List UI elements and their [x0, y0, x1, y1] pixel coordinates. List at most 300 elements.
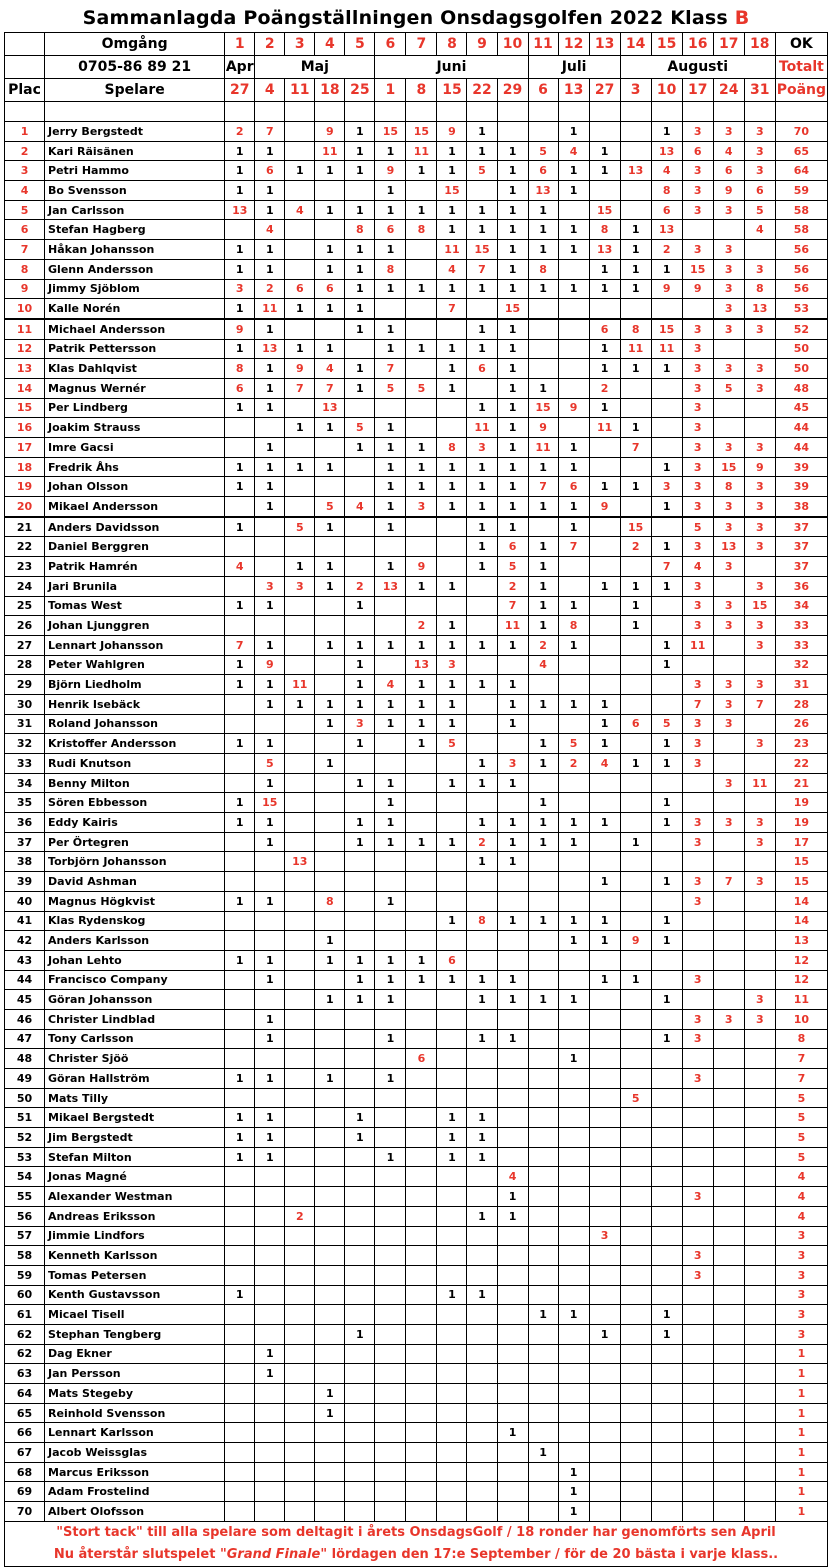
- score-cell: [345, 1167, 375, 1187]
- player-name: Alexander Westman: [45, 1187, 225, 1207]
- score-cell: 3: [744, 872, 775, 892]
- score-cell: [375, 872, 406, 892]
- score-cell: [713, 1364, 744, 1384]
- score-cell: 1: [467, 557, 497, 577]
- table-row: [5, 1088, 828, 1108]
- player-place: 36: [5, 813, 45, 833]
- score-cell: [620, 793, 651, 813]
- player-total: 39: [775, 457, 827, 477]
- player-total: 33: [775, 635, 827, 655]
- score-cell: 1: [255, 813, 285, 833]
- player-name: Jari Brunila: [45, 576, 225, 596]
- score-cell: [225, 1305, 255, 1325]
- player-total: 5: [775, 1088, 827, 1108]
- score-cell: [682, 1462, 713, 1482]
- score-cell: 1: [467, 200, 497, 220]
- player-name: Stefan Hagberg: [45, 220, 225, 240]
- score-cell: [437, 1344, 467, 1364]
- score-cell: [467, 299, 497, 319]
- score-cell: [406, 1029, 437, 1049]
- score-cell: 5: [255, 754, 285, 774]
- player-place: 23: [5, 557, 45, 577]
- score-cell: [744, 1088, 775, 1108]
- score-cell: [406, 1344, 437, 1364]
- score-cell: [375, 1088, 406, 1108]
- score-cell: [589, 1462, 620, 1482]
- score-cell: [225, 852, 255, 872]
- score-cell: 1: [497, 220, 528, 240]
- score-cell: 1: [497, 773, 528, 793]
- score-cell: [558, 339, 589, 359]
- month-label: Juli: [528, 56, 620, 79]
- score-cell: 1: [558, 931, 589, 951]
- score-cell: [285, 1009, 315, 1029]
- score-cell: 1: [345, 438, 375, 458]
- score-cell: [713, 635, 744, 655]
- score-cell: [528, 1384, 558, 1404]
- score-cell: [497, 872, 528, 892]
- score-cell: 1: [345, 832, 375, 852]
- round-number: 5: [345, 33, 375, 56]
- player-place: 24: [5, 576, 45, 596]
- score-cell: 1: [620, 279, 651, 299]
- score-cell: [285, 1167, 315, 1187]
- spacer-cell: [5, 102, 45, 122]
- score-cell: [225, 1265, 255, 1285]
- score-cell: [528, 339, 558, 359]
- score-cell: 1: [437, 911, 467, 931]
- player-name: Micael Tisell: [45, 1305, 225, 1325]
- table-row: [5, 319, 828, 339]
- score-cell: 5: [497, 557, 528, 577]
- score-cell: [528, 1344, 558, 1364]
- score-cell: [528, 950, 558, 970]
- score-cell: 3: [713, 240, 744, 260]
- table-row: [5, 418, 828, 438]
- player-total: 3: [775, 1324, 827, 1344]
- round-date: 3: [620, 79, 651, 102]
- score-cell: [528, 1265, 558, 1285]
- score-cell: 1: [255, 734, 285, 754]
- score-cell: [437, 517, 467, 537]
- score-cell: 1: [437, 635, 467, 655]
- score-cell: 1: [255, 891, 285, 911]
- score-cell: [558, 1206, 589, 1226]
- score-cell: 1: [528, 497, 558, 517]
- score-cell: 1: [558, 694, 589, 714]
- score-cell: 1: [497, 279, 528, 299]
- score-cell: 1: [255, 378, 285, 398]
- player-name: Jimmie Lindfors: [45, 1226, 225, 1246]
- score-cell: 1: [225, 398, 255, 418]
- score-cell: [225, 418, 255, 438]
- score-cell: [345, 1206, 375, 1226]
- score-cell: [375, 1482, 406, 1502]
- score-cell: 1: [375, 635, 406, 655]
- score-cell: 1: [225, 891, 255, 911]
- score-cell: [589, 950, 620, 970]
- score-cell: [589, 793, 620, 813]
- standings-sheet: [4, 4, 828, 1567]
- score-cell: 1: [467, 970, 497, 990]
- score-cell: [528, 970, 558, 990]
- score-cell: [225, 694, 255, 714]
- score-cell: 11: [406, 141, 437, 161]
- score-cell: 1: [497, 339, 528, 359]
- header-poang: Poäng: [775, 79, 827, 102]
- score-cell: [651, 1088, 682, 1108]
- score-cell: 1: [497, 832, 528, 852]
- score-cell: 1: [467, 1029, 497, 1049]
- score-cell: [558, 200, 589, 220]
- score-cell: [315, 1265, 345, 1285]
- score-cell: [285, 1403, 315, 1423]
- score-cell: 3: [744, 319, 775, 339]
- score-cell: [406, 517, 437, 537]
- score-cell: 5: [744, 200, 775, 220]
- score-cell: [620, 497, 651, 517]
- score-cell: [558, 950, 589, 970]
- score-cell: [406, 1009, 437, 1029]
- score-cell: [620, 378, 651, 398]
- score-cell: [437, 931, 467, 951]
- player-place: 34: [5, 773, 45, 793]
- score-cell: [375, 655, 406, 675]
- score-cell: 5: [285, 517, 315, 537]
- score-cell: 1: [345, 240, 375, 260]
- score-cell: [558, 576, 589, 596]
- score-cell: [375, 1167, 406, 1187]
- player-place: 58: [5, 1246, 45, 1266]
- score-cell: [713, 1423, 744, 1443]
- score-cell: 1: [375, 832, 406, 852]
- score-cell: 13: [285, 852, 315, 872]
- score-cell: 1: [467, 122, 497, 142]
- score-cell: [375, 299, 406, 319]
- score-cell: [620, 1443, 651, 1463]
- player-total: 50: [775, 339, 827, 359]
- score-cell: [467, 1069, 497, 1089]
- score-cell: [620, 1502, 651, 1522]
- score-cell: [497, 1324, 528, 1344]
- player-name: Glenn Andersson: [45, 259, 225, 279]
- score-cell: [406, 359, 437, 379]
- score-cell: [406, 1147, 437, 1167]
- score-cell: [651, 1364, 682, 1384]
- score-cell: [315, 477, 345, 497]
- player-total: 36: [775, 576, 827, 596]
- score-cell: 1: [225, 141, 255, 161]
- score-cell: 15: [713, 457, 744, 477]
- score-cell: [528, 852, 558, 872]
- score-cell: [651, 1246, 682, 1266]
- score-cell: [651, 596, 682, 616]
- score-cell: [406, 1364, 437, 1384]
- player-name: Jacob Weissglas: [45, 1443, 225, 1463]
- score-cell: [651, 675, 682, 695]
- player-place: 22: [5, 537, 45, 557]
- round-number: 18: [744, 33, 775, 56]
- score-cell: [225, 1462, 255, 1482]
- round-date: 25: [345, 79, 375, 102]
- score-cell: [467, 596, 497, 616]
- score-cell: [255, 517, 285, 537]
- score-cell: 3: [682, 161, 713, 181]
- score-cell: 3: [713, 675, 744, 695]
- player-name: Tomas Petersen: [45, 1265, 225, 1285]
- player-total: 28: [775, 694, 827, 714]
- score-cell: 3: [682, 1265, 713, 1285]
- spacer-cell: [775, 102, 827, 122]
- score-cell: [437, 1403, 467, 1423]
- score-cell: 3: [744, 832, 775, 852]
- round-date: 29: [497, 79, 528, 102]
- score-cell: [345, 1364, 375, 1384]
- score-cell: [589, 1029, 620, 1049]
- score-cell: 1: [437, 220, 467, 240]
- score-cell: 1: [528, 378, 558, 398]
- score-cell: [589, 122, 620, 142]
- score-cell: 6: [744, 181, 775, 201]
- player-place: 53: [5, 1147, 45, 1167]
- score-cell: 1: [255, 477, 285, 497]
- player-place: 68: [5, 1462, 45, 1482]
- score-cell: 1: [225, 457, 255, 477]
- score-cell: [225, 832, 255, 852]
- score-cell: 1: [437, 1108, 467, 1128]
- score-cell: 1: [255, 1344, 285, 1364]
- score-cell: 3: [682, 576, 713, 596]
- score-cell: 6: [558, 477, 589, 497]
- score-cell: 2: [528, 635, 558, 655]
- score-cell: 4: [497, 1167, 528, 1187]
- score-cell: [528, 1049, 558, 1069]
- score-cell: [225, 1049, 255, 1069]
- score-cell: [225, 1502, 255, 1522]
- score-cell: 3: [744, 675, 775, 695]
- score-cell: 1: [620, 259, 651, 279]
- score-cell: [497, 1285, 528, 1305]
- score-cell: [651, 1226, 682, 1246]
- score-cell: [285, 1049, 315, 1069]
- score-cell: [315, 1009, 345, 1029]
- score-cell: 1: [528, 911, 558, 931]
- round-number: 4: [315, 33, 345, 56]
- score-cell: 1: [437, 378, 467, 398]
- round-number: 11: [528, 33, 558, 56]
- score-cell: [528, 319, 558, 339]
- score-cell: [651, 1187, 682, 1207]
- score-cell: [285, 1482, 315, 1502]
- score-cell: [467, 793, 497, 813]
- score-cell: [285, 773, 315, 793]
- score-cell: 1: [620, 970, 651, 990]
- score-cell: 1: [375, 1029, 406, 1049]
- score-cell: 1: [467, 497, 497, 517]
- score-cell: [285, 714, 315, 734]
- score-cell: 1: [315, 457, 345, 477]
- score-cell: 1: [558, 1482, 589, 1502]
- score-cell: 1: [467, 813, 497, 833]
- score-cell: 7: [528, 477, 558, 497]
- score-cell: 3: [682, 378, 713, 398]
- score-cell: 1: [375, 200, 406, 220]
- score-cell: 1: [225, 1108, 255, 1128]
- spacer-cell: [589, 102, 620, 122]
- table-row: [5, 1324, 828, 1344]
- score-cell: [406, 1167, 437, 1187]
- player-place: 19: [5, 477, 45, 497]
- score-cell: 1: [558, 457, 589, 477]
- score-cell: [345, 1305, 375, 1325]
- score-cell: [744, 1246, 775, 1266]
- player-total: 3: [775, 1265, 827, 1285]
- score-cell: [682, 1384, 713, 1404]
- score-cell: [682, 793, 713, 813]
- score-cell: [315, 655, 345, 675]
- player-place: 37: [5, 832, 45, 852]
- score-cell: 8: [620, 319, 651, 339]
- score-cell: 1: [406, 161, 437, 181]
- score-cell: 1: [620, 754, 651, 774]
- score-cell: 3: [682, 891, 713, 911]
- score-cell: 1: [620, 832, 651, 852]
- score-cell: 1: [225, 339, 255, 359]
- score-cell: [375, 1226, 406, 1246]
- player-total: 1: [775, 1364, 827, 1384]
- score-cell: 1: [589, 279, 620, 299]
- score-cell: 13: [225, 200, 255, 220]
- score-cell: 1: [406, 950, 437, 970]
- score-cell: 15: [682, 259, 713, 279]
- table-row: [5, 161, 828, 181]
- score-cell: [467, 1167, 497, 1187]
- score-cell: 1: [225, 299, 255, 319]
- score-cell: 15: [255, 793, 285, 813]
- player-name: Reinhold Svensson: [45, 1403, 225, 1423]
- score-cell: [558, 1147, 589, 1167]
- score-cell: [285, 832, 315, 852]
- score-cell: [651, 1206, 682, 1226]
- score-cell: 9: [589, 497, 620, 517]
- score-cell: [375, 754, 406, 774]
- score-cell: [713, 1029, 744, 1049]
- table-row: [5, 1069, 828, 1089]
- score-cell: [558, 1423, 589, 1443]
- score-cell: 1: [375, 438, 406, 458]
- score-cell: [406, 1502, 437, 1522]
- table-row: [5, 1009, 828, 1029]
- score-cell: 1: [437, 714, 467, 734]
- score-cell: [315, 1167, 345, 1187]
- score-cell: [437, 872, 467, 892]
- score-cell: [255, 1324, 285, 1344]
- score-cell: [437, 1206, 467, 1226]
- round-date: 27: [589, 79, 620, 102]
- table-row: [5, 259, 828, 279]
- score-cell: 1: [255, 675, 285, 695]
- player-total: 45: [775, 398, 827, 418]
- score-cell: [528, 1285, 558, 1305]
- score-cell: 1: [315, 1069, 345, 1089]
- score-cell: 1: [225, 1285, 255, 1305]
- score-cell: 1: [528, 1443, 558, 1463]
- score-cell: [285, 319, 315, 339]
- score-cell: 1: [315, 950, 345, 970]
- score-cell: 1: [651, 1029, 682, 1049]
- score-cell: 2: [497, 576, 528, 596]
- header-spelare: Spelare: [45, 79, 225, 102]
- score-cell: [315, 1246, 345, 1266]
- score-cell: [558, 1364, 589, 1384]
- score-cell: 1: [620, 240, 651, 260]
- score-cell: [285, 537, 315, 557]
- score-cell: 3: [682, 813, 713, 833]
- score-cell: 1: [285, 299, 315, 319]
- table-row: [5, 635, 828, 655]
- score-cell: 3: [713, 714, 744, 734]
- score-cell: 1: [558, 220, 589, 240]
- score-cell: 1: [620, 576, 651, 596]
- score-cell: [225, 1167, 255, 1187]
- score-cell: [467, 1462, 497, 1482]
- header-omgang: Omgång: [45, 33, 225, 56]
- score-cell: 3: [682, 1009, 713, 1029]
- player-total: 12: [775, 950, 827, 970]
- score-cell: [620, 299, 651, 319]
- score-cell: [589, 537, 620, 557]
- player-name: Jonas Magné: [45, 1167, 225, 1187]
- score-cell: 1: [255, 1009, 285, 1029]
- round-date: 31: [744, 79, 775, 102]
- score-cell: [744, 1384, 775, 1404]
- player-total: 1: [775, 1384, 827, 1404]
- score-cell: [528, 1462, 558, 1482]
- score-cell: 1: [467, 1108, 497, 1128]
- score-cell: 9: [682, 279, 713, 299]
- score-cell: 1: [497, 1029, 528, 1049]
- score-cell: 1: [345, 122, 375, 142]
- player-place: 47: [5, 1029, 45, 1049]
- score-cell: [467, 734, 497, 754]
- score-cell: [558, 1009, 589, 1029]
- score-cell: [375, 1462, 406, 1482]
- score-cell: 3: [744, 438, 775, 458]
- round-number: 14: [620, 33, 651, 56]
- player-name: Jimmy Sjöblom: [45, 279, 225, 299]
- score-cell: [467, 950, 497, 970]
- score-cell: 1: [528, 832, 558, 852]
- score-cell: [682, 1285, 713, 1305]
- score-cell: 1: [345, 970, 375, 990]
- score-cell: 7: [255, 122, 285, 142]
- score-cell: 1: [497, 675, 528, 695]
- score-cell: 1: [225, 1128, 255, 1148]
- score-cell: [285, 754, 315, 774]
- score-cell: 3: [682, 1029, 713, 1049]
- score-cell: [375, 616, 406, 636]
- score-cell: 3: [744, 122, 775, 142]
- score-cell: 5: [713, 378, 744, 398]
- score-cell: [467, 1344, 497, 1364]
- score-cell: [744, 1226, 775, 1246]
- score-cell: [620, 1226, 651, 1246]
- spacer-cell: [255, 102, 285, 122]
- score-cell: 1: [255, 1147, 285, 1167]
- score-cell: 4: [558, 141, 589, 161]
- score-cell: 3: [406, 497, 437, 517]
- score-cell: [651, 950, 682, 970]
